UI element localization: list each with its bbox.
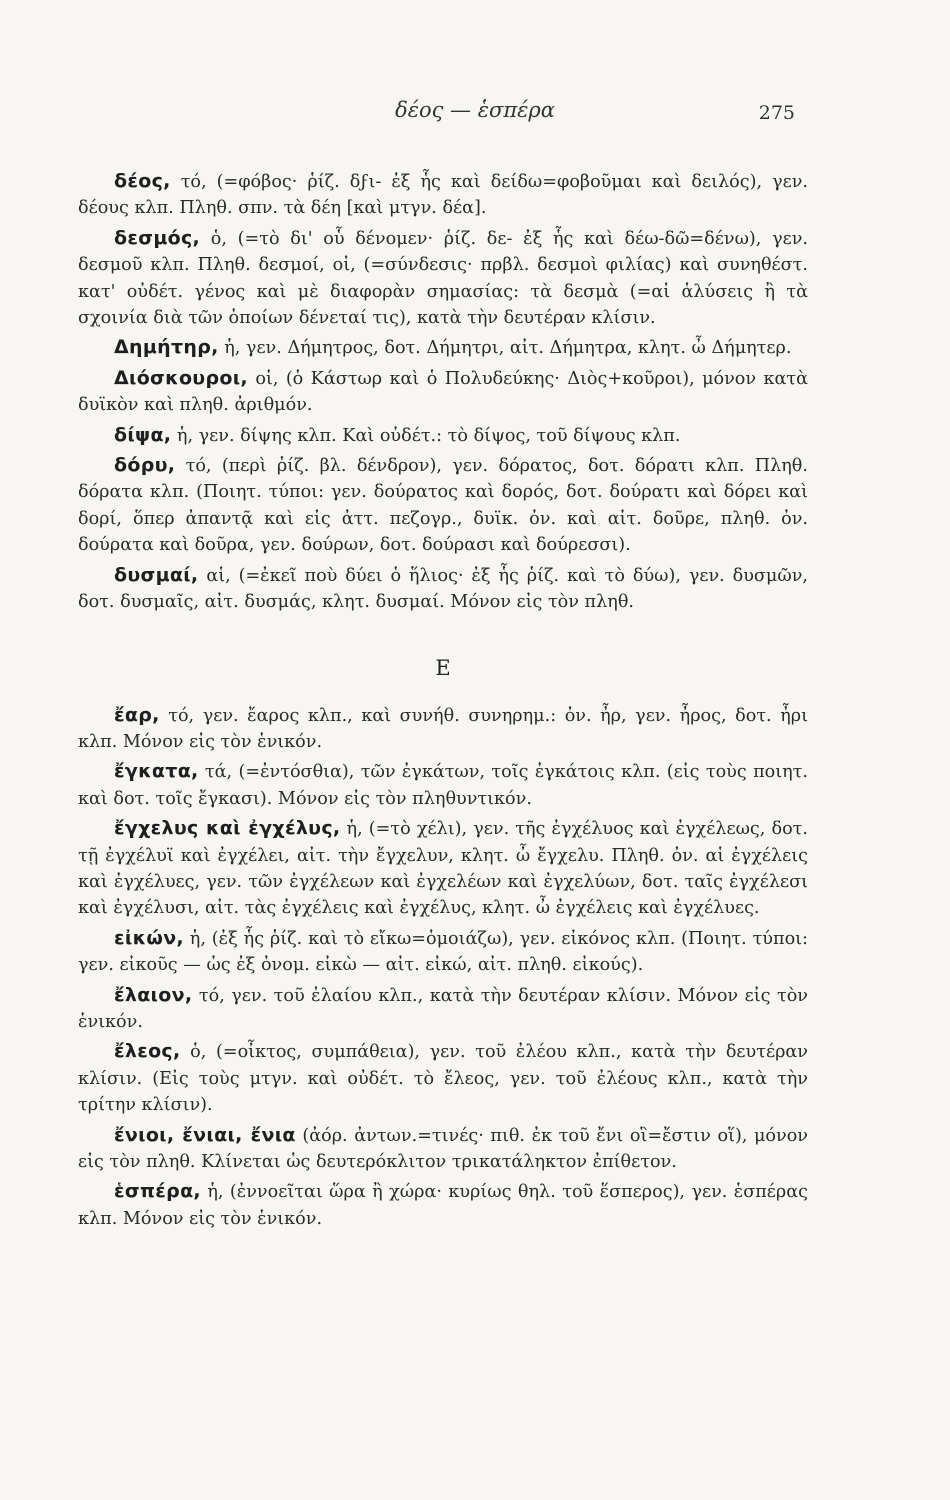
entry-headword: δόρυ, xyxy=(114,454,176,477)
entry-text: ἡ, γεν. δίψης κλπ. Καὶ οὐδέτ.: τὸ δίψος, τοῦ δίψους κλπ. xyxy=(171,425,681,446)
entry-dory xyxy=(78,452,808,559)
entry-headword: Διόσκουροι, xyxy=(114,366,248,389)
entry-headword: ἔλεος, xyxy=(114,1040,181,1063)
entry-eleos xyxy=(78,1038,808,1118)
entry-dipsa xyxy=(78,422,808,449)
entry-text: (ἀόρ. ἀντων.=τινές· πιθ. ἐκ τοῦ ἔνι οἳ=ἔστιν οἵ), μόνον εἰς τὸν πληθ. Κλίνεται ὡς δευτερόκλιτον τρικατάληκτον ἐπίθετον. xyxy=(78,1125,808,1172)
entry-text: τό, (περὶ ῥίζ. βλ. δένδρον), γεν. δόρατος, δοτ. δόρατι κλπ. Πληθ. δόρατα κλπ. (Ποιητ. τύποι: γεν. δούρατος καὶ δορός, δοτ. δούρατι καὶ δόρει καὶ δορί, ὅπερ ἀπαντᾷ καὶ εἰς ἀττ. πεζογρ., δυϊκ. ὀν. καὶ αἰτ. δοῦρε, πληθ. ὀν. δούρατα καὶ δοῦρα, γεν. δούρων, δοτ. δούρασι καὶ δούρεσσι). xyxy=(78,456,808,556)
entry-headword: ἔγχελυς καὶ ἐγχέλυς, xyxy=(114,817,341,840)
entry-text: ὁ, (=οἶκτος, συμπάθεια), γεν. τοῦ ἐλέου κλπ., κατὰ τὴν δευτέραν κλίσιν. (Εἰς τοὺς μτγν. καὶ οὐδέτ. τὸ ἔλεος, γεν. τοῦ ἐλέους κλπ., κατὰ τὴν τρίτην κλίσιν). xyxy=(78,1042,808,1116)
dictionary-body xyxy=(78,168,808,1235)
entry-text: ἡ, γεν. Δήμητρος, δοτ. Δήμητρι, αἰτ. Δήμητρα, κλητ. ὦ Δήμητερ. xyxy=(218,338,792,359)
entry-text: τό, γεν. ἔαρος κλπ., καὶ συνήθ. συνηρημ.: ὀν. ἦρ, γεν. ἦρος, δοτ. ἦρι κλπ. Μόνον εἰς τὸν ἑνικόν. xyxy=(78,705,808,752)
entry-text: ἡ, (ἐννοεῖται ὥρα ἢ χώρα· κυρίως θηλ. τοῦ ἕσπερος), γεν. ἑσπέρας κλπ. Μόνον εἰς τὸν ἑνικόν. xyxy=(78,1182,808,1229)
entry-headword: δέος, xyxy=(114,170,171,192)
page-header xyxy=(0,98,950,128)
entry-dioskouroi xyxy=(78,365,808,419)
entry-demeter xyxy=(78,334,808,361)
entry-text: ἡ, (=τὸ χέλι), γεν. τῆς ἐγχέλυος καὶ ἐγχέλεως, δοτ. τῇ ἐγχέλυϊ καὶ ἐγχέλει, αἰτ. τὴν ἔγχελυν, κλητ. ὦ ἔγχελυ. Πληθ. ὀν. αἱ ἐγχέλεις καὶ ἐγχέλυες, γεν. τῶν ἐγχέλεων καὶ ἐγχελέων καὶ ἐγχελύων, δοτ. ταῖς ἐγχέλεσι καὶ ἐγχέλυσι, αἰτ. τὰς ἐγχέλεις καὶ ἐγχέλυς, κλητ. ὦ ἐγχέλεις καὶ ἐγχέλυες. xyxy=(78,819,808,919)
entry-headword: ἔλαιον, xyxy=(114,983,193,1006)
entry-desmos xyxy=(78,225,808,332)
entry-text: ἡ, (ἐξ ἧς ῥίζ. καὶ τὸ εἴκω=ὁμοιάζω), γεν. εἰκόνος κλπ. (Ποιητ. τύποι: γεν. εἰκοῦς — ὡς ἐξ ὀνομ. εἰκὼ — αἰτ. εἰκώ, αἰτ. πληθ. εἰκούς). xyxy=(78,928,808,976)
entry-enioi xyxy=(78,1122,808,1176)
entry-ear xyxy=(78,702,808,756)
entry-headword: ἔαρ, xyxy=(114,703,160,726)
entry-eikon xyxy=(78,925,808,979)
entry-text: ὁ, (=τὸ δι' οὗ δένομεν· ῥίζ. δε- ἐξ ἧς καὶ δέω-δῶ=δένω), γεν. δεσμοῦ κλπ. Πληθ. δεσμοί, οἱ, (=σύνδεσις· πρβλ. δεσμοὶ φιλίας) καὶ συνηθέστ. κατ' οὐδέτ. γένος καὶ μὲ διαφορὰν σημασίας: τὰ δεσμὰ (=αἱ ἁλύσεις ἢ τὰ σχοινία διὰ τῶν ὁποίων δένεταί τις), κατὰ τὴν δευτέραν κλίσιν. xyxy=(78,228,808,329)
entry-headword: δεσμός, xyxy=(114,226,201,249)
entry-headword: δίψα, xyxy=(114,423,172,446)
entry-headword: δυσμαί, xyxy=(114,563,199,586)
entry-headword: εἰκών, xyxy=(114,926,184,949)
entry-headword: ἑσπέρα, xyxy=(114,1180,201,1203)
entry-hespera xyxy=(78,1178,808,1232)
entry-text: τά, (=ἐντόσθια), τῶν ἐγκάτων, τοῖς ἐγκάτοις κλπ. (εἰς τοὺς ποιητ. καὶ δοτ. τοῖς ἔγκασι). Μόνον εἰς τὸν πληθυντικόν. xyxy=(78,762,808,809)
entry-text: οἱ, (ὁ Κάστωρ καὶ ὁ Πολυδεύκης· Διὸς+κοῦροι), μόνον κατὰ δυϊκὸν καὶ πληθ. ἀριθμόν. xyxy=(78,368,808,416)
section-letter-epsilon: Ε xyxy=(435,655,451,680)
entry-elaion xyxy=(78,982,808,1036)
page-number: 275 xyxy=(758,102,795,124)
entry-text: τό, (=φόβος· ῥίζ. δϝι- ἐξ ἧς καὶ δείδω=φοβοῦμαι καὶ δειλός), γεν. δέους κλπ. Πληθ. σπν. τὰ δέη [καὶ μτγν. δέα]. xyxy=(78,172,808,219)
entry-text: αἱ, (=ἐκεῖ ποὺ δύει ὁ ἥλιος· ἐξ ἧς ῥίζ. καὶ τὸ δύω), γεν. δυσμῶν, δοτ. δυσμαῖς, αἰτ. δυσμάς, κλητ. δυσμαί. Μόνον εἰς τὸν πληθ. xyxy=(78,565,808,613)
entry-dysmai xyxy=(78,562,808,616)
entry-deos xyxy=(78,168,808,222)
entry-headword: Δημήτηρ, xyxy=(114,336,219,359)
entry-text: τό, γεν. τοῦ ἐλαίου κλπ., κατὰ τὴν δευτέραν κλίσιν. Μόνον εἰς τὸν ἑνικόν. xyxy=(78,985,808,1032)
entry-headword: ἔνιοι, ἔνιαι, ἔνια xyxy=(114,1123,296,1146)
running-head: δέος — ἑσπέρα xyxy=(395,98,555,122)
entry-enkata xyxy=(78,758,808,812)
entry-headword: ἔγκατα, xyxy=(114,760,199,783)
entry-enchelys xyxy=(78,815,808,922)
